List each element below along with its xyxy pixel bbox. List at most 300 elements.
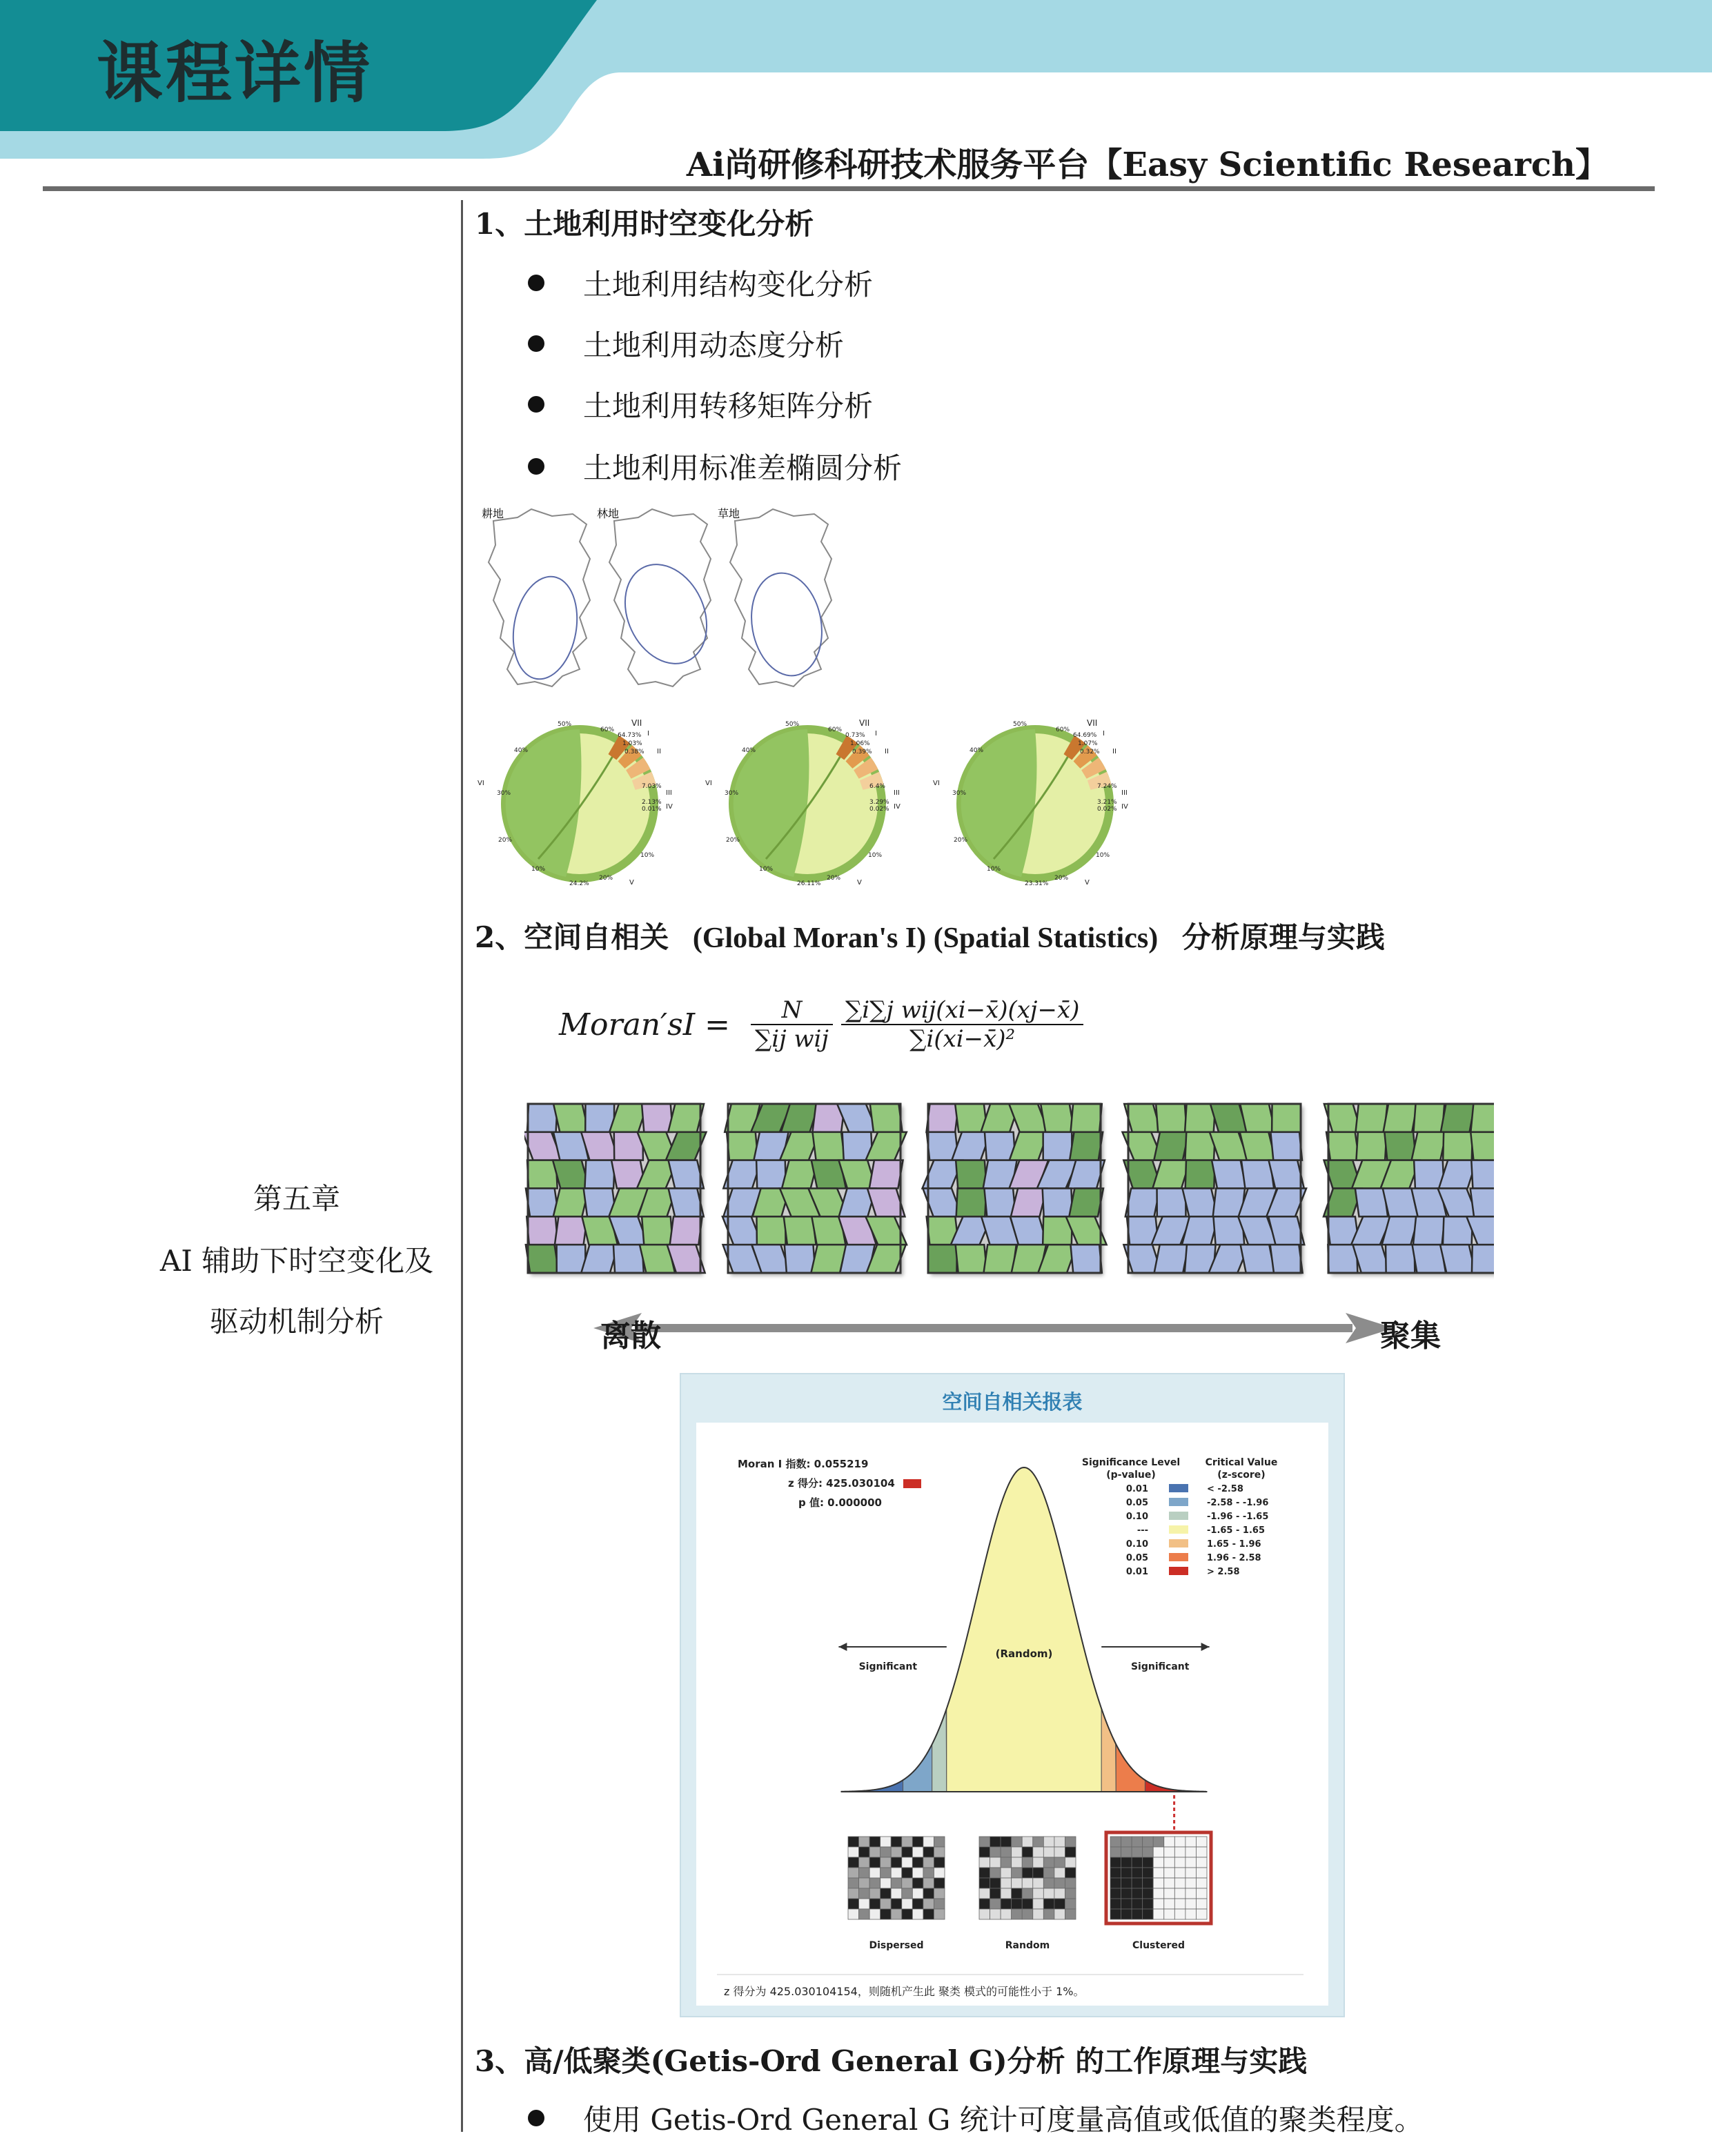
pattern-cell [848, 1847, 859, 1857]
moran-formula [559, 980, 1083, 1069]
legend-z-range: < -2.58 [1207, 1484, 1243, 1494]
pattern-cell [1033, 1878, 1044, 1888]
section1-heading: 1、土地利用时空变化分析 [475, 207, 814, 241]
legend-z-range: 1.65 - 1.96 [1207, 1539, 1261, 1550]
chord-diagram [933, 718, 1128, 887]
pattern-cell [979, 1899, 990, 1909]
chord-value: 0.38% [624, 749, 645, 755]
legend-p-value: 0.05 [1125, 1498, 1148, 1508]
pattern-cell [1022, 1888, 1033, 1899]
tile-cell [669, 1189, 704, 1217]
pattern-cell [891, 1837, 902, 1847]
pattern-cell [1132, 1857, 1143, 1868]
chord-value: 23.31% [1025, 880, 1049, 887]
pattern-cell [1185, 1909, 1197, 1919]
chord-tick: 60% [1056, 726, 1070, 733]
pattern-tiles [524, 1100, 1494, 1280]
pattern-cell [1022, 1899, 1033, 1909]
chord-diagrams [476, 711, 1166, 890]
pattern-cell [1174, 1857, 1185, 1868]
tile-cell [1471, 1160, 1494, 1189]
pattern-cell [1054, 1837, 1065, 1847]
pattern-cell [1143, 1888, 1154, 1899]
tile-cell [869, 1160, 903, 1189]
chord-tick: 40% [514, 747, 529, 754]
pattern-cell [923, 1868, 934, 1878]
pattern-cell [1001, 1909, 1012, 1919]
pattern-cell [1153, 1888, 1164, 1899]
pattern-cell [1110, 1888, 1121, 1899]
chord-value: 0.73% [845, 732, 865, 739]
tile-cell [1212, 1160, 1246, 1189]
pattern-cell [1065, 1878, 1076, 1888]
pattern-cell [934, 1878, 945, 1888]
pattern-cell [1121, 1878, 1132, 1888]
tile-cell [926, 1104, 958, 1132]
pattern-cell [934, 1899, 945, 1909]
pattern-cell [859, 1909, 870, 1919]
pattern-cell [869, 1878, 880, 1888]
pattern-cell [1043, 1909, 1054, 1919]
pattern-cell [1132, 1878, 1143, 1888]
chord-tick: 40% [970, 747, 984, 754]
pattern-cell [891, 1909, 902, 1919]
bullet-dot-icon [528, 275, 544, 291]
pattern-cell [848, 1888, 859, 1899]
pattern-cell [1043, 1857, 1054, 1868]
pattern-cell [1043, 1888, 1054, 1899]
pattern-cell [1164, 1909, 1175, 1919]
pattern-cell [1185, 1888, 1197, 1899]
formula-fraction-1: N ∑ij wij [751, 996, 833, 1053]
pattern-tile [1122, 1104, 1306, 1273]
pattern-cell [880, 1857, 892, 1868]
chord-tick: 10% [759, 866, 774, 873]
pattern-cell [1143, 1847, 1154, 1857]
pattern-cell [923, 1888, 934, 1899]
chord-value: 0.02% [1097, 806, 1117, 813]
pattern-cell [1065, 1857, 1076, 1868]
moran-index: Moran I 指数: 0.055219 [738, 1458, 869, 1470]
pattern-cell [1001, 1837, 1012, 1847]
chord-label: II [1112, 748, 1116, 755]
pattern-cell [923, 1857, 934, 1868]
pattern-cell [880, 1899, 892, 1909]
pattern-cell [869, 1847, 880, 1857]
tile-cell [1043, 1189, 1073, 1217]
tile-cell [1326, 1132, 1359, 1160]
pattern-cell [848, 1857, 859, 1868]
tile-cell [1356, 1104, 1388, 1132]
pattern-cell [1121, 1909, 1132, 1919]
pattern-cell [848, 1909, 859, 1919]
tile-cell [527, 1104, 558, 1132]
chapter-title-line1: AI 辅助下时空变化及 [159, 1244, 434, 1278]
chord-value: 1.07% [1078, 740, 1098, 747]
tile-cell [1043, 1132, 1072, 1160]
pattern-cell [902, 1909, 913, 1919]
pattern-cell [1001, 1899, 1012, 1909]
chord-label: III [666, 789, 672, 797]
map-panel [482, 507, 590, 686]
pattern-cell [1121, 1857, 1132, 1868]
report-panel [680, 1373, 1345, 2017]
pattern-cell [990, 1857, 1001, 1868]
pattern-cell [1033, 1837, 1044, 1847]
tile-cell [1240, 1132, 1276, 1160]
chord-tick: 20% [498, 837, 513, 844]
pattern-cell [912, 1909, 923, 1919]
chord-value: 3.21% [1097, 799, 1117, 806]
pattern-cell [1043, 1868, 1054, 1878]
pattern-cell [1174, 1837, 1185, 1847]
tile-cell [756, 1160, 786, 1189]
pattern-cell [859, 1878, 870, 1888]
pattern-cell [1132, 1909, 1143, 1919]
pattern-cell [1043, 1878, 1054, 1888]
chord-value: 2.13% [642, 799, 662, 806]
report-title: 空间自相关报表 [942, 1390, 1083, 1414]
chord-diagram [478, 718, 673, 887]
pattern-label: Random [1005, 1940, 1050, 1951]
pattern-cell [1174, 1899, 1185, 1909]
chord-tick: 10% [1096, 852, 1110, 859]
formula-fraction-2: ∑i∑j wij(xi−x̄)(xj−x̄) ∑i(xi−x̄)² [841, 996, 1083, 1053]
report-footer: z 得分为 425.030104154，则随机产生此 聚类 模式的可能性小于 1%。 [724, 1985, 1085, 1998]
chord-label: VII [631, 718, 642, 728]
chord-tick: 20% [827, 875, 841, 882]
legend-p-value: 0.01 [1125, 1567, 1148, 1577]
pattern-cell [979, 1909, 990, 1919]
pattern-cell [1110, 1899, 1121, 1909]
tile-cell [1268, 1216, 1304, 1245]
tile-cell [1070, 1132, 1103, 1160]
pattern-cell [1132, 1847, 1143, 1857]
map-label: 林地 [597, 507, 620, 520]
pattern-cell [979, 1837, 990, 1847]
pattern-cell [1054, 1878, 1065, 1888]
pattern-tile [524, 1104, 706, 1273]
pattern-cell [979, 1878, 990, 1888]
pattern-cell [1065, 1909, 1076, 1919]
chord-label: VI [478, 780, 484, 787]
header-rule [43, 186, 1655, 191]
tile-cell [727, 1132, 758, 1160]
section3-heading: 3、高/低聚类(Getis-Ord General G)分析 的工作原理与实践 [475, 2044, 1308, 2078]
tile-cell [812, 1132, 845, 1160]
tile-cell [642, 1104, 673, 1132]
pattern-cell [1132, 1868, 1143, 1878]
sig-label-left: Significant [858, 1661, 918, 1672]
pattern-cell [869, 1888, 880, 1899]
chord-label: I [1103, 730, 1105, 738]
legend-swatch [1169, 1567, 1188, 1575]
pattern-cell [1164, 1878, 1175, 1888]
tile-cell [1241, 1245, 1275, 1273]
legend-sig-header: Significance Level [1081, 1457, 1181, 1468]
bullet-dot-icon [528, 458, 544, 475]
bullet-item: 土地利用转移矩阵分析 [528, 384, 873, 425]
pattern-cell [1121, 1837, 1132, 1847]
legend-sig-sub: (p-value) [1106, 1470, 1156, 1481]
map-label: 耕地 [482, 507, 504, 520]
legend-crit-sub: (z-score) [1217, 1470, 1266, 1481]
pattern-cell [1121, 1868, 1132, 1878]
tile-cell [1413, 1104, 1444, 1132]
tile-cell [1470, 1132, 1494, 1160]
pattern-cell [1054, 1888, 1065, 1899]
pattern-cell [1001, 1868, 1012, 1878]
pattern-cell [859, 1857, 870, 1868]
legend-p-value: 0.05 [1125, 1553, 1148, 1563]
map-panel [597, 507, 722, 686]
pattern-cell [990, 1878, 1001, 1888]
pattern-cell [1022, 1878, 1033, 1888]
chord-label: III [1121, 789, 1128, 797]
pattern-cell [1196, 1888, 1207, 1899]
pattern-cell [902, 1847, 913, 1857]
legend-z-range: -1.96 - -1.65 [1207, 1512, 1269, 1522]
pattern-cell [1022, 1837, 1033, 1847]
pattern-cell [902, 1857, 913, 1868]
pattern-cell [912, 1878, 923, 1888]
chord-tick: 30% [497, 790, 511, 797]
pattern-cell [848, 1837, 859, 1847]
pattern-cell [1132, 1899, 1143, 1909]
formula-lhs: Moran′sI = [559, 1007, 730, 1042]
chord-tick: 10% [531, 866, 546, 873]
pattern-cell [912, 1868, 923, 1878]
pattern-cell [1153, 1857, 1164, 1868]
chord-tick: 20% [599, 875, 613, 882]
chord-value: 0.02% [869, 806, 889, 813]
pattern-cell [1033, 1847, 1044, 1857]
tile-cell [1270, 1132, 1302, 1160]
chord-value: 1.03% [622, 740, 642, 747]
pattern-cell [869, 1868, 880, 1878]
pattern-cell [1022, 1909, 1033, 1919]
pattern-cell [1022, 1847, 1033, 1857]
tile-cell [1156, 1104, 1187, 1132]
p-value: p 值: 0.000000 [798, 1496, 882, 1509]
chord-label: VI [933, 780, 940, 787]
tile-cell [1269, 1160, 1304, 1189]
legend-p-value: 0.01 [1125, 1484, 1148, 1494]
pattern-cell [891, 1888, 902, 1899]
pattern-cell [1132, 1888, 1143, 1899]
tile-cell [1443, 1132, 1473, 1160]
pattern-cell [1121, 1888, 1132, 1899]
pattern-cell [1054, 1847, 1065, 1857]
pattern-cell [848, 1899, 859, 1909]
legend-swatch [1169, 1498, 1188, 1506]
legend-swatch [1169, 1539, 1188, 1547]
map-panel [718, 507, 832, 686]
pattern-cell [1065, 1888, 1076, 1899]
pattern-cell [912, 1837, 923, 1847]
tile-cell [557, 1245, 586, 1273]
pattern-cell [1185, 1847, 1197, 1857]
pattern-cell [1174, 1888, 1185, 1899]
pattern-cell [859, 1837, 870, 1847]
sig-label-right: Significant [1130, 1661, 1190, 1672]
pattern-cell [990, 1899, 1001, 1909]
chord-tick: 10% [868, 852, 883, 859]
pattern-cell [1110, 1837, 1121, 1847]
chord-label: II [885, 748, 889, 755]
pattern-cell [1054, 1899, 1065, 1909]
pattern-tile [923, 1104, 1107, 1273]
pattern-cell [934, 1909, 945, 1919]
pattern-cell [1164, 1899, 1175, 1909]
chord-label: V [857, 879, 862, 887]
legend-swatch [1169, 1512, 1188, 1520]
chord-label: VI [705, 780, 712, 787]
tile-cell [526, 1245, 559, 1273]
pattern-cell [869, 1837, 880, 1847]
pattern-cell [1012, 1909, 1023, 1919]
tile-cell [1070, 1245, 1101, 1273]
pattern-cell [891, 1847, 902, 1857]
pattern-cell [1164, 1837, 1175, 1847]
pattern-cell [848, 1868, 859, 1878]
dispersed-clustered-arrow [593, 1307, 1449, 1349]
chord-value: 7.24% [1097, 783, 1117, 790]
pattern-cell [880, 1847, 892, 1857]
z-score-swatch [903, 1479, 921, 1488]
z-score: z 得分: 425.030104 [788, 1477, 895, 1490]
tile-cell [1356, 1132, 1386, 1160]
pattern-cell [880, 1837, 892, 1847]
tile-cell [668, 1104, 704, 1132]
pattern-cell [859, 1888, 870, 1899]
pattern-cell [848, 1878, 859, 1888]
pattern-cell [902, 1899, 913, 1909]
tile-cell [1154, 1132, 1188, 1160]
pattern-cell [1196, 1837, 1207, 1847]
pattern-cell [1022, 1857, 1033, 1868]
tile-cell [1412, 1132, 1446, 1160]
tile-cell [1328, 1245, 1357, 1273]
pattern-map [1106, 1832, 1211, 1923]
pattern-cell [1001, 1847, 1012, 1857]
pattern-cell [912, 1847, 923, 1857]
chord-tick: 10% [987, 866, 1001, 873]
chord-value: 3.29% [869, 799, 889, 806]
chord-tick: 50% [1013, 721, 1027, 728]
chapter-title-line2: 驱动机制分析 [209, 1305, 384, 1338]
column-divider [461, 200, 463, 2132]
pattern-cell [1196, 1899, 1207, 1909]
legend-z-range: > 2.58 [1207, 1567, 1240, 1577]
pattern-cell [859, 1847, 870, 1857]
pattern-cell [934, 1888, 945, 1899]
pattern-cell [1012, 1857, 1023, 1868]
pattern-cell [1012, 1868, 1023, 1878]
pattern-cell [934, 1868, 945, 1878]
legend-p-value: --- [1137, 1525, 1148, 1536]
pattern-cell [902, 1837, 913, 1847]
pattern-cell [880, 1878, 892, 1888]
pattern-cell [1153, 1868, 1164, 1878]
pattern-cell [979, 1857, 990, 1868]
pattern-tile [1324, 1104, 1494, 1273]
tile-cell [1472, 1245, 1494, 1273]
pattern-tile [722, 1104, 907, 1273]
pattern-cell [1185, 1878, 1197, 1888]
chord-label: VII [1087, 718, 1098, 728]
page-title: 课程详情 [97, 34, 373, 112]
pattern-cell [880, 1909, 892, 1919]
pattern-cell [1033, 1857, 1044, 1868]
tile-cell [1384, 1104, 1417, 1132]
pattern-cell [891, 1868, 902, 1878]
pattern-cell [902, 1878, 913, 1888]
legend-p-value: 0.10 [1125, 1539, 1148, 1550]
tile-cell [1185, 1160, 1215, 1189]
tile-cell [1071, 1104, 1102, 1132]
chord-label: V [1085, 879, 1090, 887]
pattern-cell [1110, 1868, 1121, 1878]
pattern-cell [869, 1857, 880, 1868]
chord-tick: 60% [828, 726, 843, 733]
pattern-cell [934, 1857, 945, 1868]
pattern-cell [979, 1888, 990, 1899]
tile-cell [956, 1160, 987, 1189]
pattern-cell [1143, 1837, 1154, 1847]
tile-cell [1240, 1104, 1275, 1132]
chord-diagram [705, 718, 901, 887]
pattern-cell [979, 1868, 990, 1878]
pattern-cell [869, 1909, 880, 1919]
bullet-dot-icon [528, 396, 544, 413]
tile-cell [527, 1160, 558, 1189]
ellipse-maps-figure [476, 504, 849, 690]
pattern-cell [1196, 1857, 1207, 1868]
chord-tick: 10% [640, 852, 655, 859]
pattern-map [979, 1837, 1076, 1919]
pattern-cell [923, 1909, 934, 1919]
chord-label: IV [1121, 803, 1128, 811]
pattern-cell [1001, 1888, 1012, 1899]
chord-value: 1.06% [850, 740, 870, 747]
pattern-cell [1012, 1888, 1023, 1899]
pattern-cell [1174, 1847, 1185, 1857]
pattern-cell [1143, 1878, 1154, 1888]
tile-cell [784, 1216, 816, 1245]
pattern-cell [1143, 1857, 1154, 1868]
pattern-cell [1143, 1909, 1154, 1919]
pattern-cell [1012, 1899, 1023, 1909]
tile-cell [870, 1104, 903, 1132]
pattern-cell [923, 1847, 934, 1857]
pattern-cell [1012, 1878, 1023, 1888]
pattern-cell [1174, 1878, 1185, 1888]
tile-cell [984, 1189, 1016, 1217]
chord-value: 7.03% [642, 783, 662, 790]
tile-cell [1154, 1245, 1189, 1273]
pattern-cell [1153, 1909, 1164, 1919]
chord-label: VII [859, 718, 870, 728]
tile-cell [1069, 1189, 1103, 1217]
pattern-cell [1043, 1837, 1054, 1847]
legend-p-value: 0.10 [1125, 1512, 1148, 1522]
chord-tick: 50% [558, 721, 572, 728]
tile-cell [785, 1245, 816, 1273]
tile-cell [956, 1245, 987, 1273]
pattern-cell [1174, 1909, 1185, 1919]
pattern-cell [902, 1888, 913, 1899]
